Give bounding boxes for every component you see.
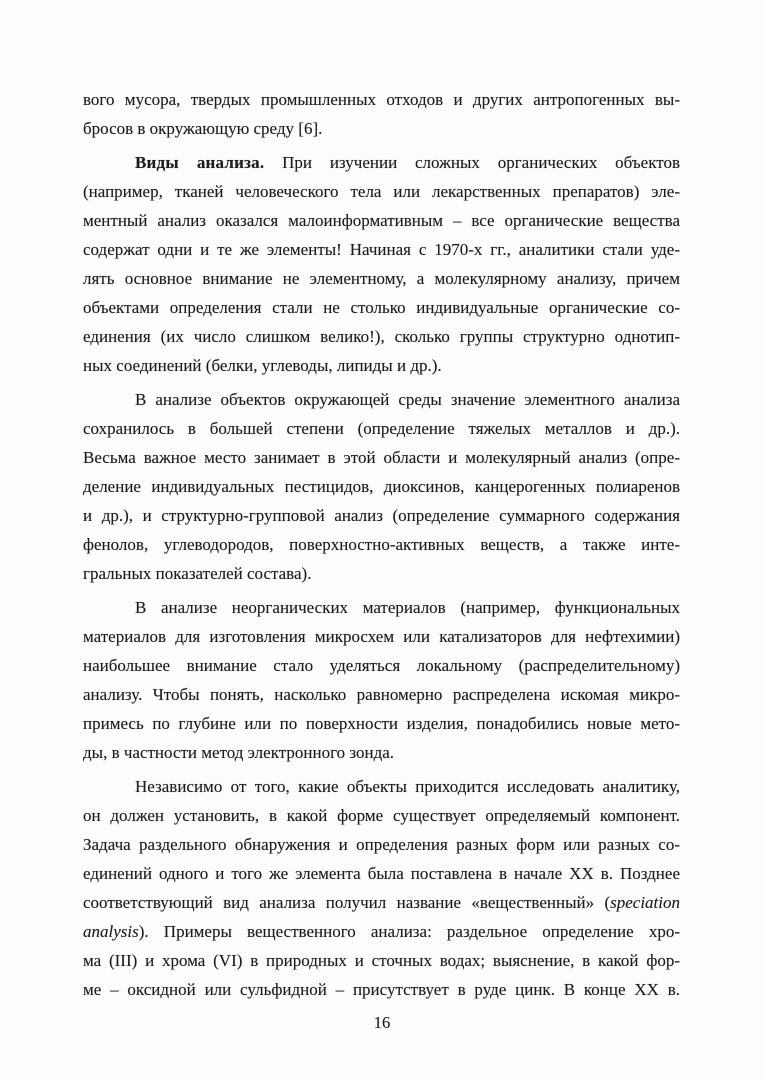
text-run: сохранилось в большей степени (определение тяжелых металлов и др.). <box>83 419 680 438</box>
text-run: деление индивидуальных пестицидов, диоксинов, канцерогенных полиаренов <box>83 477 680 496</box>
text-run: и др.), и структурно-групповой анализ (определение суммарного содержания <box>83 506 680 525</box>
text-run: примесь по глубине или по поверхности изделия, понадобились новые мето- <box>83 714 680 733</box>
text-line <box>83 559 680 588</box>
text-line <box>83 859 680 888</box>
text-line <box>83 206 680 235</box>
text-line <box>83 351 680 380</box>
text-line <box>83 385 680 414</box>
text-line <box>83 975 680 1004</box>
text-line <box>83 738 680 767</box>
text-line <box>83 593 680 622</box>
text-line <box>83 501 680 530</box>
text-line <box>83 472 680 501</box>
text-line <box>83 264 680 293</box>
text-line <box>83 830 680 859</box>
text-run: фенолов, углеводородов, поверхностно-активных веществ, а также инте- <box>83 535 680 554</box>
bold-run: Виды анализа. <box>135 153 265 172</box>
paragraph <box>83 593 680 767</box>
text-line <box>83 530 680 559</box>
paragraph <box>83 85 680 143</box>
text-run: ды, в частности метод электронного зонда. <box>83 743 395 762</box>
text-line <box>83 235 680 264</box>
text-line <box>83 888 680 917</box>
text-block <box>83 85 680 1004</box>
text-line <box>83 148 680 177</box>
text-run: единения (их число слишком велико!), сколько группы структурно однотип- <box>83 327 680 346</box>
text-run: лять основное внимание не элементному, а молекулярному анализу, причем <box>83 269 680 288</box>
text-run: (например, тканей человеческого тела или лекарственных препаратов) эле- <box>83 182 680 201</box>
text-run: Задача раздельного обнаружения и определения разных форм или разных со- <box>83 835 680 854</box>
text-run: гральных показателей состава). <box>83 564 312 583</box>
text-run: ). Примеры вещественного анализа: раздельное определение хро- <box>138 922 680 941</box>
text-line <box>83 322 680 351</box>
text-line <box>83 680 680 709</box>
text-line <box>83 622 680 651</box>
paragraph <box>83 772 680 1004</box>
text-run: Независимо от того, какие объекты приходится исследовать аналитику, <box>135 777 680 796</box>
text-line <box>83 917 680 946</box>
text-line <box>83 177 680 206</box>
page-number: 16 <box>373 1013 391 1032</box>
text-run: При изучении сложных органических объектов <box>264 153 680 172</box>
text-run: Весьма важное место занимает в этой области и молекулярный анализ (опре- <box>83 448 680 467</box>
text-line <box>83 443 680 472</box>
paragraph <box>83 385 680 588</box>
text-run: В анализе неорганических материалов (например, функциональных <box>135 598 680 617</box>
text-run: единений одного и того же элемента была поставлена в начале XX в. Позднее <box>83 864 680 883</box>
text-run: вого мусора, твердых промышленных отходов и других антропогенных вы- <box>83 90 680 109</box>
paragraph <box>83 148 680 380</box>
text-line <box>83 414 680 443</box>
text-line <box>83 801 680 830</box>
text-run: ма (III) и хрома (VI) в природных и сточных водах; выяснение, в какой фор- <box>83 951 680 970</box>
text-run: анализу. Чтобы понять, насколько равномерно распределена искомая микро- <box>83 685 680 704</box>
text-run: бросов в окружающую среду [6]. <box>83 119 323 138</box>
text-line <box>83 946 680 975</box>
text-line <box>83 772 680 801</box>
text-run: ме – оксидной или сульфидной – присутствует в руде цинк. В конце XX в. <box>83 980 680 999</box>
text-run: ментный анализ оказался малоинформативным – все органические вещества <box>83 211 680 230</box>
text-line <box>83 293 680 322</box>
text-run: соответствующий вид анализа получил название «вещественный» ( <box>83 893 611 912</box>
text-line <box>83 709 680 738</box>
text-line <box>83 85 680 114</box>
text-run: содержат одни и те же элементы! Начиная с 1970-х гг., аналитики стали уде- <box>83 240 680 259</box>
text-line <box>83 651 680 680</box>
text-run: он должен установить, в какой форме существует определяемый компонент. <box>83 806 680 825</box>
text-run: В анализе объектов окружающей среды значение элементного анализа <box>135 390 680 409</box>
italic-run: speciation <box>610 893 680 912</box>
italic-run: analysis <box>83 922 139 941</box>
text-run: наибольшее внимание стало уделяться локальному (распределительному) <box>83 656 680 675</box>
text-run: объектами определения стали не столько индивидуальные органические со- <box>83 298 680 317</box>
text-run: материалов для изготовления микросхем или катализаторов для нефтехимии) <box>83 627 680 646</box>
text-line <box>83 114 680 143</box>
text-run: ных соединений (белки, углеводы, липиды и др.). <box>83 356 442 375</box>
